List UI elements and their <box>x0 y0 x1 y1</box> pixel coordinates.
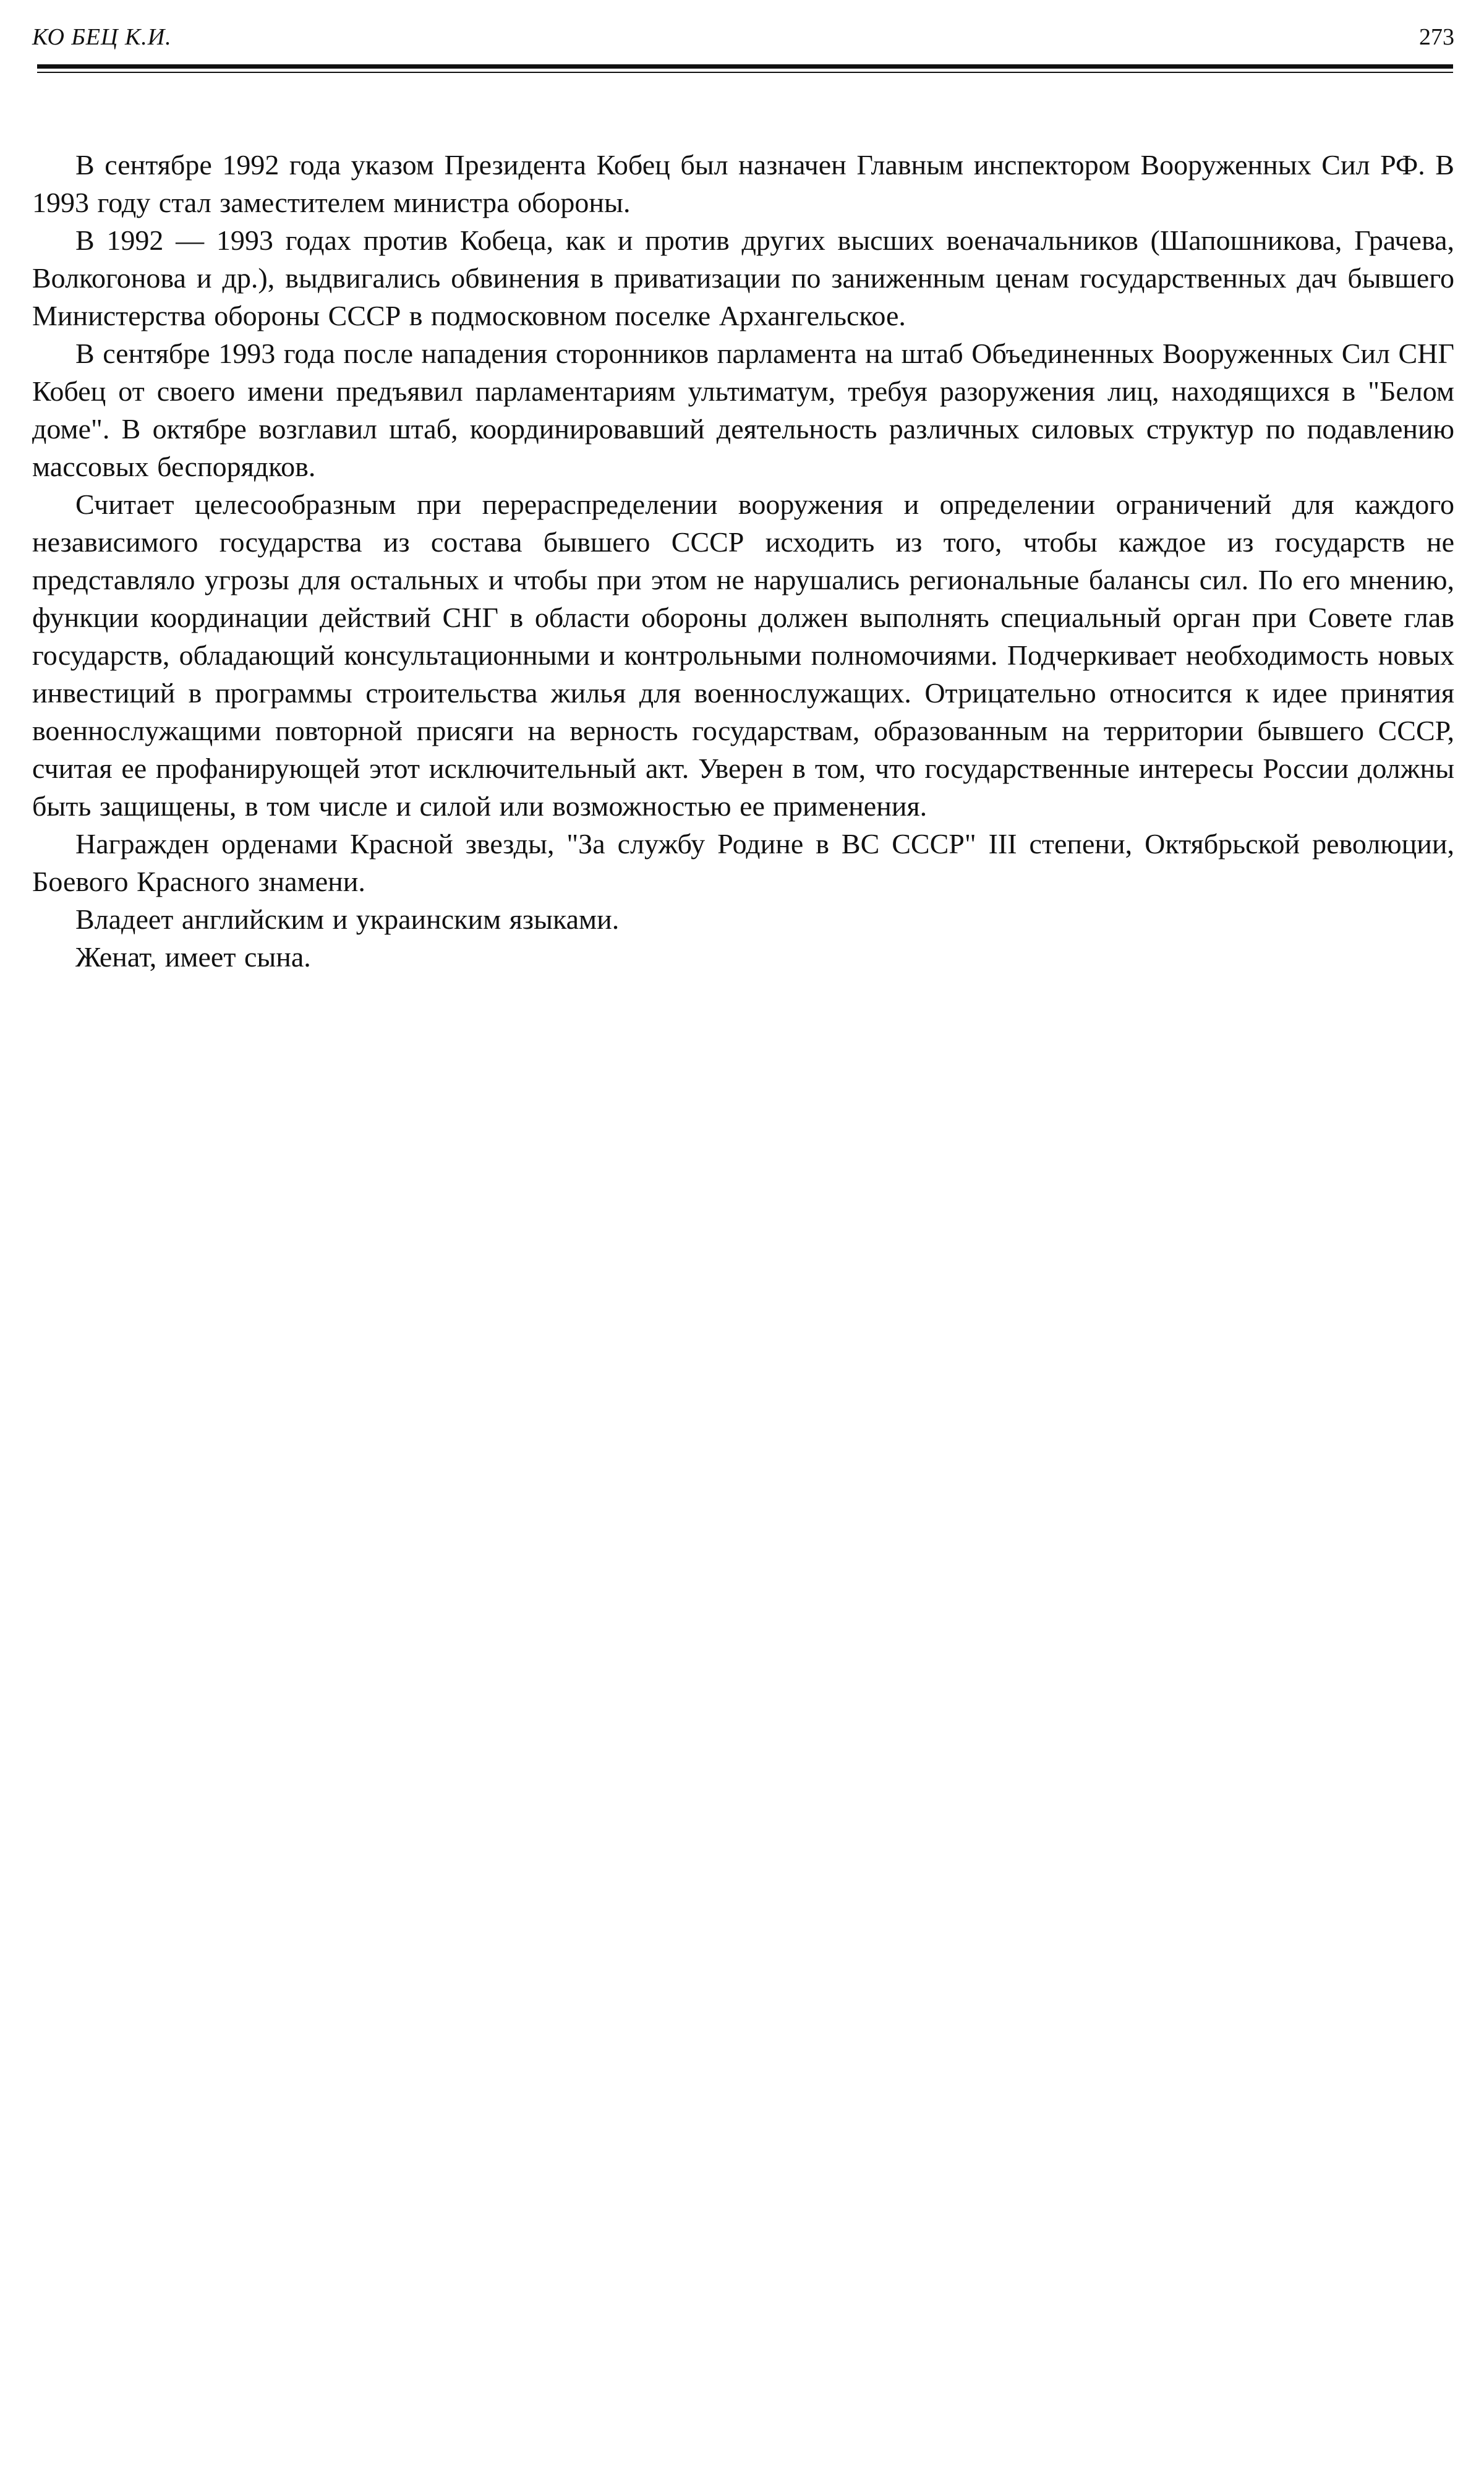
paragraph-family: Женат, имеет сына. <box>75 941 311 973</box>
paragraph-awards: Награжден орденами Красной звезды, "За службу Родине в ВС СССР" III степени, Октябрьской революции, Боевого Красного знамени. <box>32 828 1454 897</box>
paragraph-languages: Владеет английским и украинским языками. <box>75 903 620 935</box>
paragraph-october-1993: В сентябре 1993 года после нападения сторонников парламента на штаб Объединенных Вооруженных Сил СНГ Кобец от своего имени предъявил парламентариям ультиматум, требуя разоружения лиц, находящихся в "Белом доме". В октябре возглавил штаб, координировавший деятельность различных силовых структур по подавлению массовых беспорядков. <box>32 338 1454 482</box>
article-body <box>32 146 1454 976</box>
paragraph-accusations: В 1992 — 1993 годах против Кобеца, как и против других высших военачальников (Шапошникова, Грачева, Волкогонова и др.), выдвигались обвинения в приватизации по заниженным ценам государственных дач бывшего Министерства обороны СССР в подмосковном поселке Архангельское. <box>32 224 1454 331</box>
running-header <box>32 23 1454 61</box>
paragraph-appointment: В сентябре 1992 года указом Президента Кобец был назначен Главным инспектором Вооруженных Сил РФ. В 1993 году стал заместителем министра обороны. <box>32 149 1454 218</box>
header-rule-thick <box>37 64 1453 69</box>
header-rule-thin <box>37 72 1453 73</box>
page-number: 273 <box>1419 24 1454 50</box>
running-title: КО БЕЦ К.И. <box>32 24 172 50</box>
paragraph-views: Считает целесообразным при перераспределении вооружения и определении ограничений для каждого независимого государства из состава бывшего СССР исходить из того, чтобы каждое из государств не представляло угрозы для остальных и чтобы при этом не нарушались региональные балансы сил. По его мнению, функции координации действий СНГ в области обороны должен выполнять специальный орган при Совете глав государств, обладающий консультационными и контрольными полномочиями. Подчеркивает необходимость новых инвестиций в программы строительства жилья для военнослужащих. Отрицательно относится к идее принятия военнослужащими повторной присяги на верность государствам, образованным на территории бывшего СССР, считая ее профанирующей этот исключительный акт. Уверен в том, что государственные интересы России должны быть защищены, в том числе и силой или возможностью ее применения. <box>32 489 1454 822</box>
